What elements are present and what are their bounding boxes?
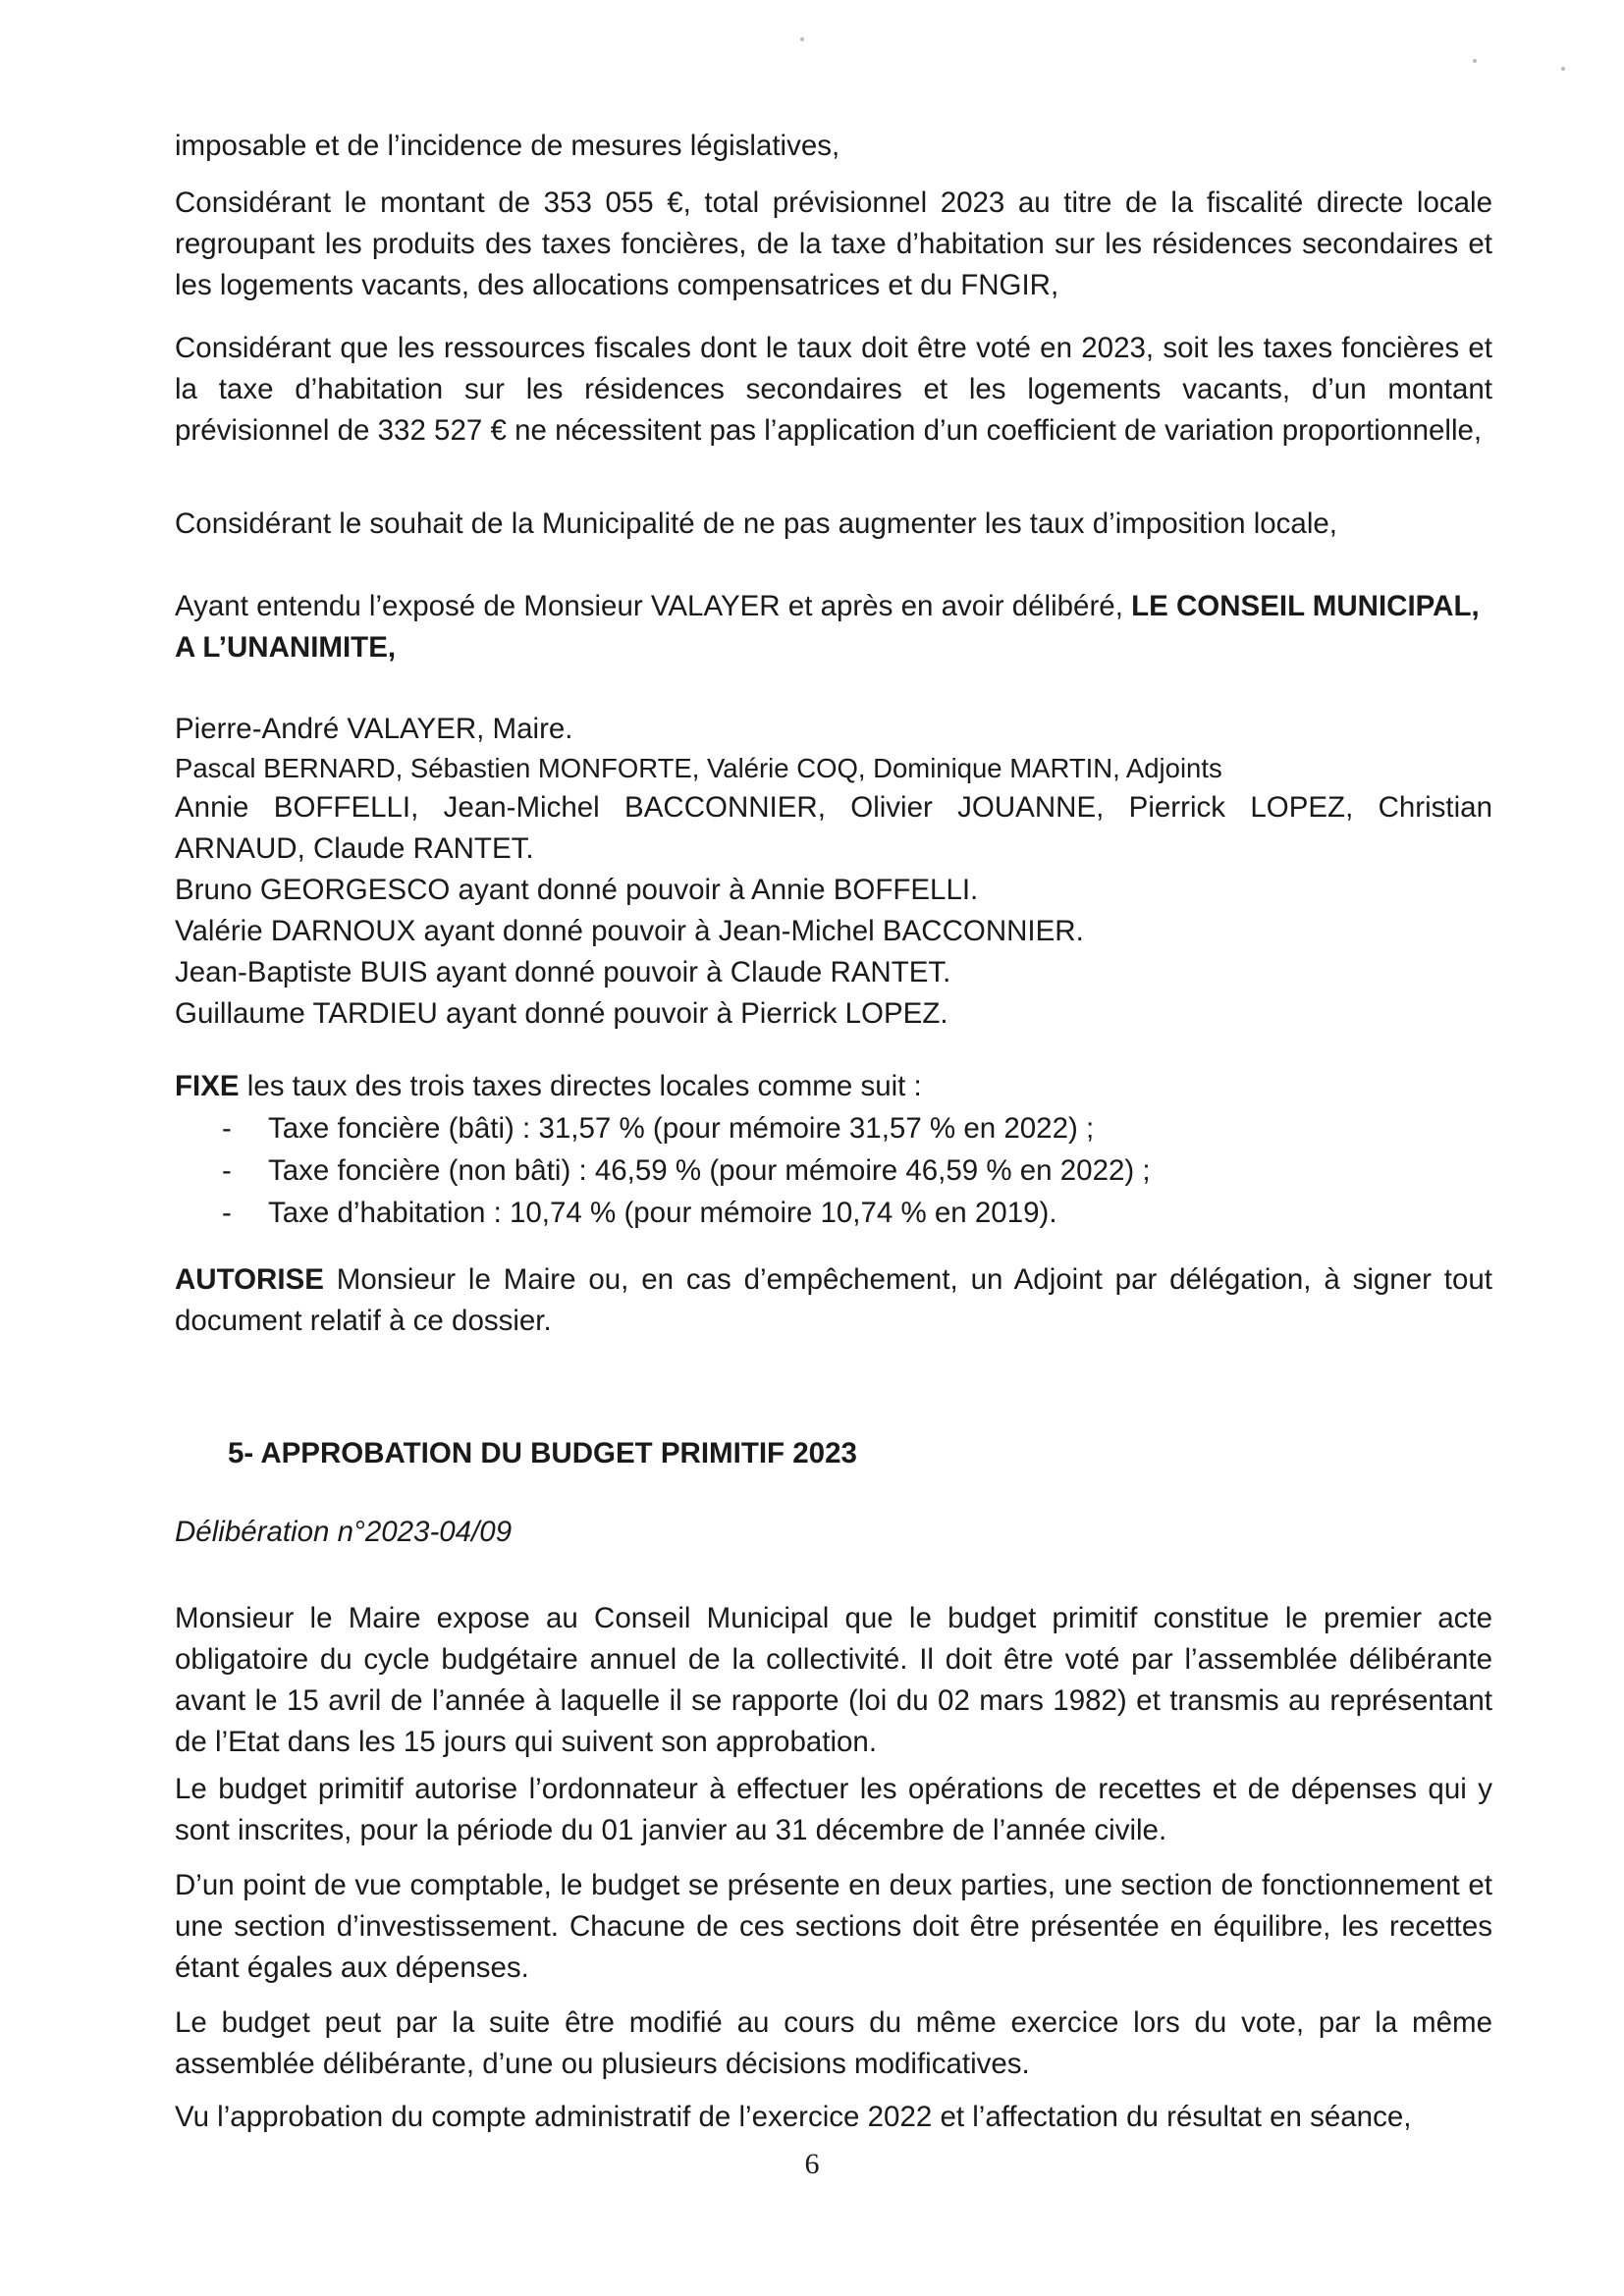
considerant-souhait [175, 504, 1492, 545]
paragraph-text: Ayant entendu l’exposé de Monsieur VALAYER et après en avoir délibéré, [175, 590, 1132, 622]
member-line: Bruno GEORGESCO ayant donné pouvoir à Annie BOFFELLI. [175, 874, 979, 906]
paragraph: Considérant que les ressources fiscales dont le taux doit être voté en 2023, soit les taxes foncières et la taxe d’habitation sur les résidences secondaires et les logements vacants, d’un montant prévisionnel de 332 527 € ne nécessitent pas l’application d’un coefficient de variation proportionnelle, [175, 332, 1492, 447]
tax-rate-list [175, 1107, 1492, 1234]
list-item: - Taxe foncière (bâti) : 31,57 % (pour mémoire 31,57 % en 2022) ; [175, 1107, 1492, 1149]
deliberation-label: Délibération n°2023-04/09 [175, 1516, 513, 1548]
section-title: 5- APPROBATION DU BUDGET PRIMITIF 2023 [228, 1437, 857, 1469]
budget-paragraph-4 [175, 2002, 1492, 2085]
budget-paragraph-3 [175, 1865, 1492, 1989]
fixe-keyword: FIXE [175, 1070, 240, 1102]
member-line: Jean-Baptiste BUIS ayant donné pouvoir à Claude RANTET. [175, 956, 951, 988]
council-members [175, 709, 1492, 1035]
deliberation-number [175, 1512, 1492, 1553]
paragraph: Considérant le souhait de la Municipalité de ne pas augmenter les taux d’imposition locale, [175, 507, 1337, 540]
paragraph: Considérant le montant de 353 055 €, total prévisionnel 2023 au titre de la fiscalité directe locale regroupant les produits des taxes foncières, de la taxe d’habitation sur les résidences secondaires et les logements vacants, des allocations compensatrices et du FNGIR, [175, 187, 1492, 301]
paragraph: D’un point de vue comptable, le budget se présente en deux parties, une section de fonctionnement et une section d’investissement. Chacune de ces sections doit être présentée en équilibre, les recettes étant égales aux dépenses. [175, 1869, 1492, 1984]
paragraph [175, 1259, 1492, 1342]
considerant-ressources [175, 328, 1492, 452]
member-line: Valérie DARNOUX ayant donné pouvoir à Jean-Michel BACCONNIER. [175, 915, 1084, 947]
paragraph-text: Monsieur le Maire ou, en cas d’empêchement, un Adjoint par délégation, à signer tout document relatif à ce dossier. [175, 1263, 1492, 1337]
scan-speck [1561, 67, 1565, 71]
paragraph: Le budget primitif autorise l’ordonnateur à effectuer les opérations de recettes et de dépenses qui y sont inscrites, pour la période du 01 janvier au 31 décembre de l’année civile. [175, 1773, 1492, 1846]
scan-speck [1473, 59, 1477, 63]
paragraph [175, 586, 1492, 668]
paragraph: Le budget peut par la suite être modifié au cours du même exercice lors du vote, par la même assemblée délibérante, d’une ou plusieurs décisions modificatives. [175, 2006, 1492, 2080]
member-line: Guillaume TARDIEU ayant donné pouvoir à Pierrick LOPEZ. [175, 997, 948, 1030]
page-number: 6 [804, 2148, 820, 2180]
budget-paragraph-2 [175, 1769, 1492, 1851]
paragraph: imposable et de l’incidence de mesures législatives, [175, 130, 840, 162]
list-item: - Taxe foncière (non bâti) : 46,59 % (pour mémoire 46,59 % en 2022) ; [175, 1149, 1492, 1192]
autorise-keyword: AUTORISE [175, 1263, 324, 1296]
decision-heading: LE CONSEIL MUNICIPAL, A L’UNANIMITE, [175, 590, 1480, 664]
section-heading [228, 1433, 1406, 1474]
considerant-montant [175, 183, 1492, 306]
fixe-block [175, 1066, 1492, 1234]
ayant-entendu [175, 586, 1492, 668]
autorise-block [175, 1259, 1492, 1342]
member-line: Annie BOFFELLI, Jean-Michel BACCONNIER, Olivier JOUANNE, Pierrick LOPEZ, Christian ARNAUD, Claude RANTET. [175, 791, 1492, 865]
member-line: Pierre-André VALAYER, Maire. [175, 713, 573, 745]
budget-paragraph-5 [175, 2097, 1492, 2138]
member-line: Pascal BERNARD, Sébastien MONFORTE, Valérie COQ, Dominique MARTIN, Adjoints [175, 753, 1222, 783]
intro-line [175, 126, 1492, 167]
scan-speck [800, 37, 804, 41]
paragraph: Monsieur le Maire expose au Conseil Municipal que le budget primitif constitue le premier acte obligatoire du cycle budgétaire annuel de la collectivité. Il doit être voté par l’assemblée délibérante avant le 15 avril de l’année à laquelle il se rapporte (loi du 02 mars 1982) et transmis au représentant de l’Etat dans les 15 jours qui suivent son approbation. [175, 1602, 1492, 1758]
budget-paragraph-1 [175, 1598, 1492, 1763]
paragraph [175, 1066, 1492, 1107]
paragraph: Vu l’approbation du compte administratif de l’exercice 2022 et l’affectation du résultat en séance, [175, 2101, 1412, 2133]
list-item: - Taxe d’habitation : 10,74 % (pour mémoire 10,74 % en 2019). [175, 1192, 1492, 1234]
paragraph-text: les taux des trois taxes directes locales comme suit : [239, 1070, 922, 1102]
